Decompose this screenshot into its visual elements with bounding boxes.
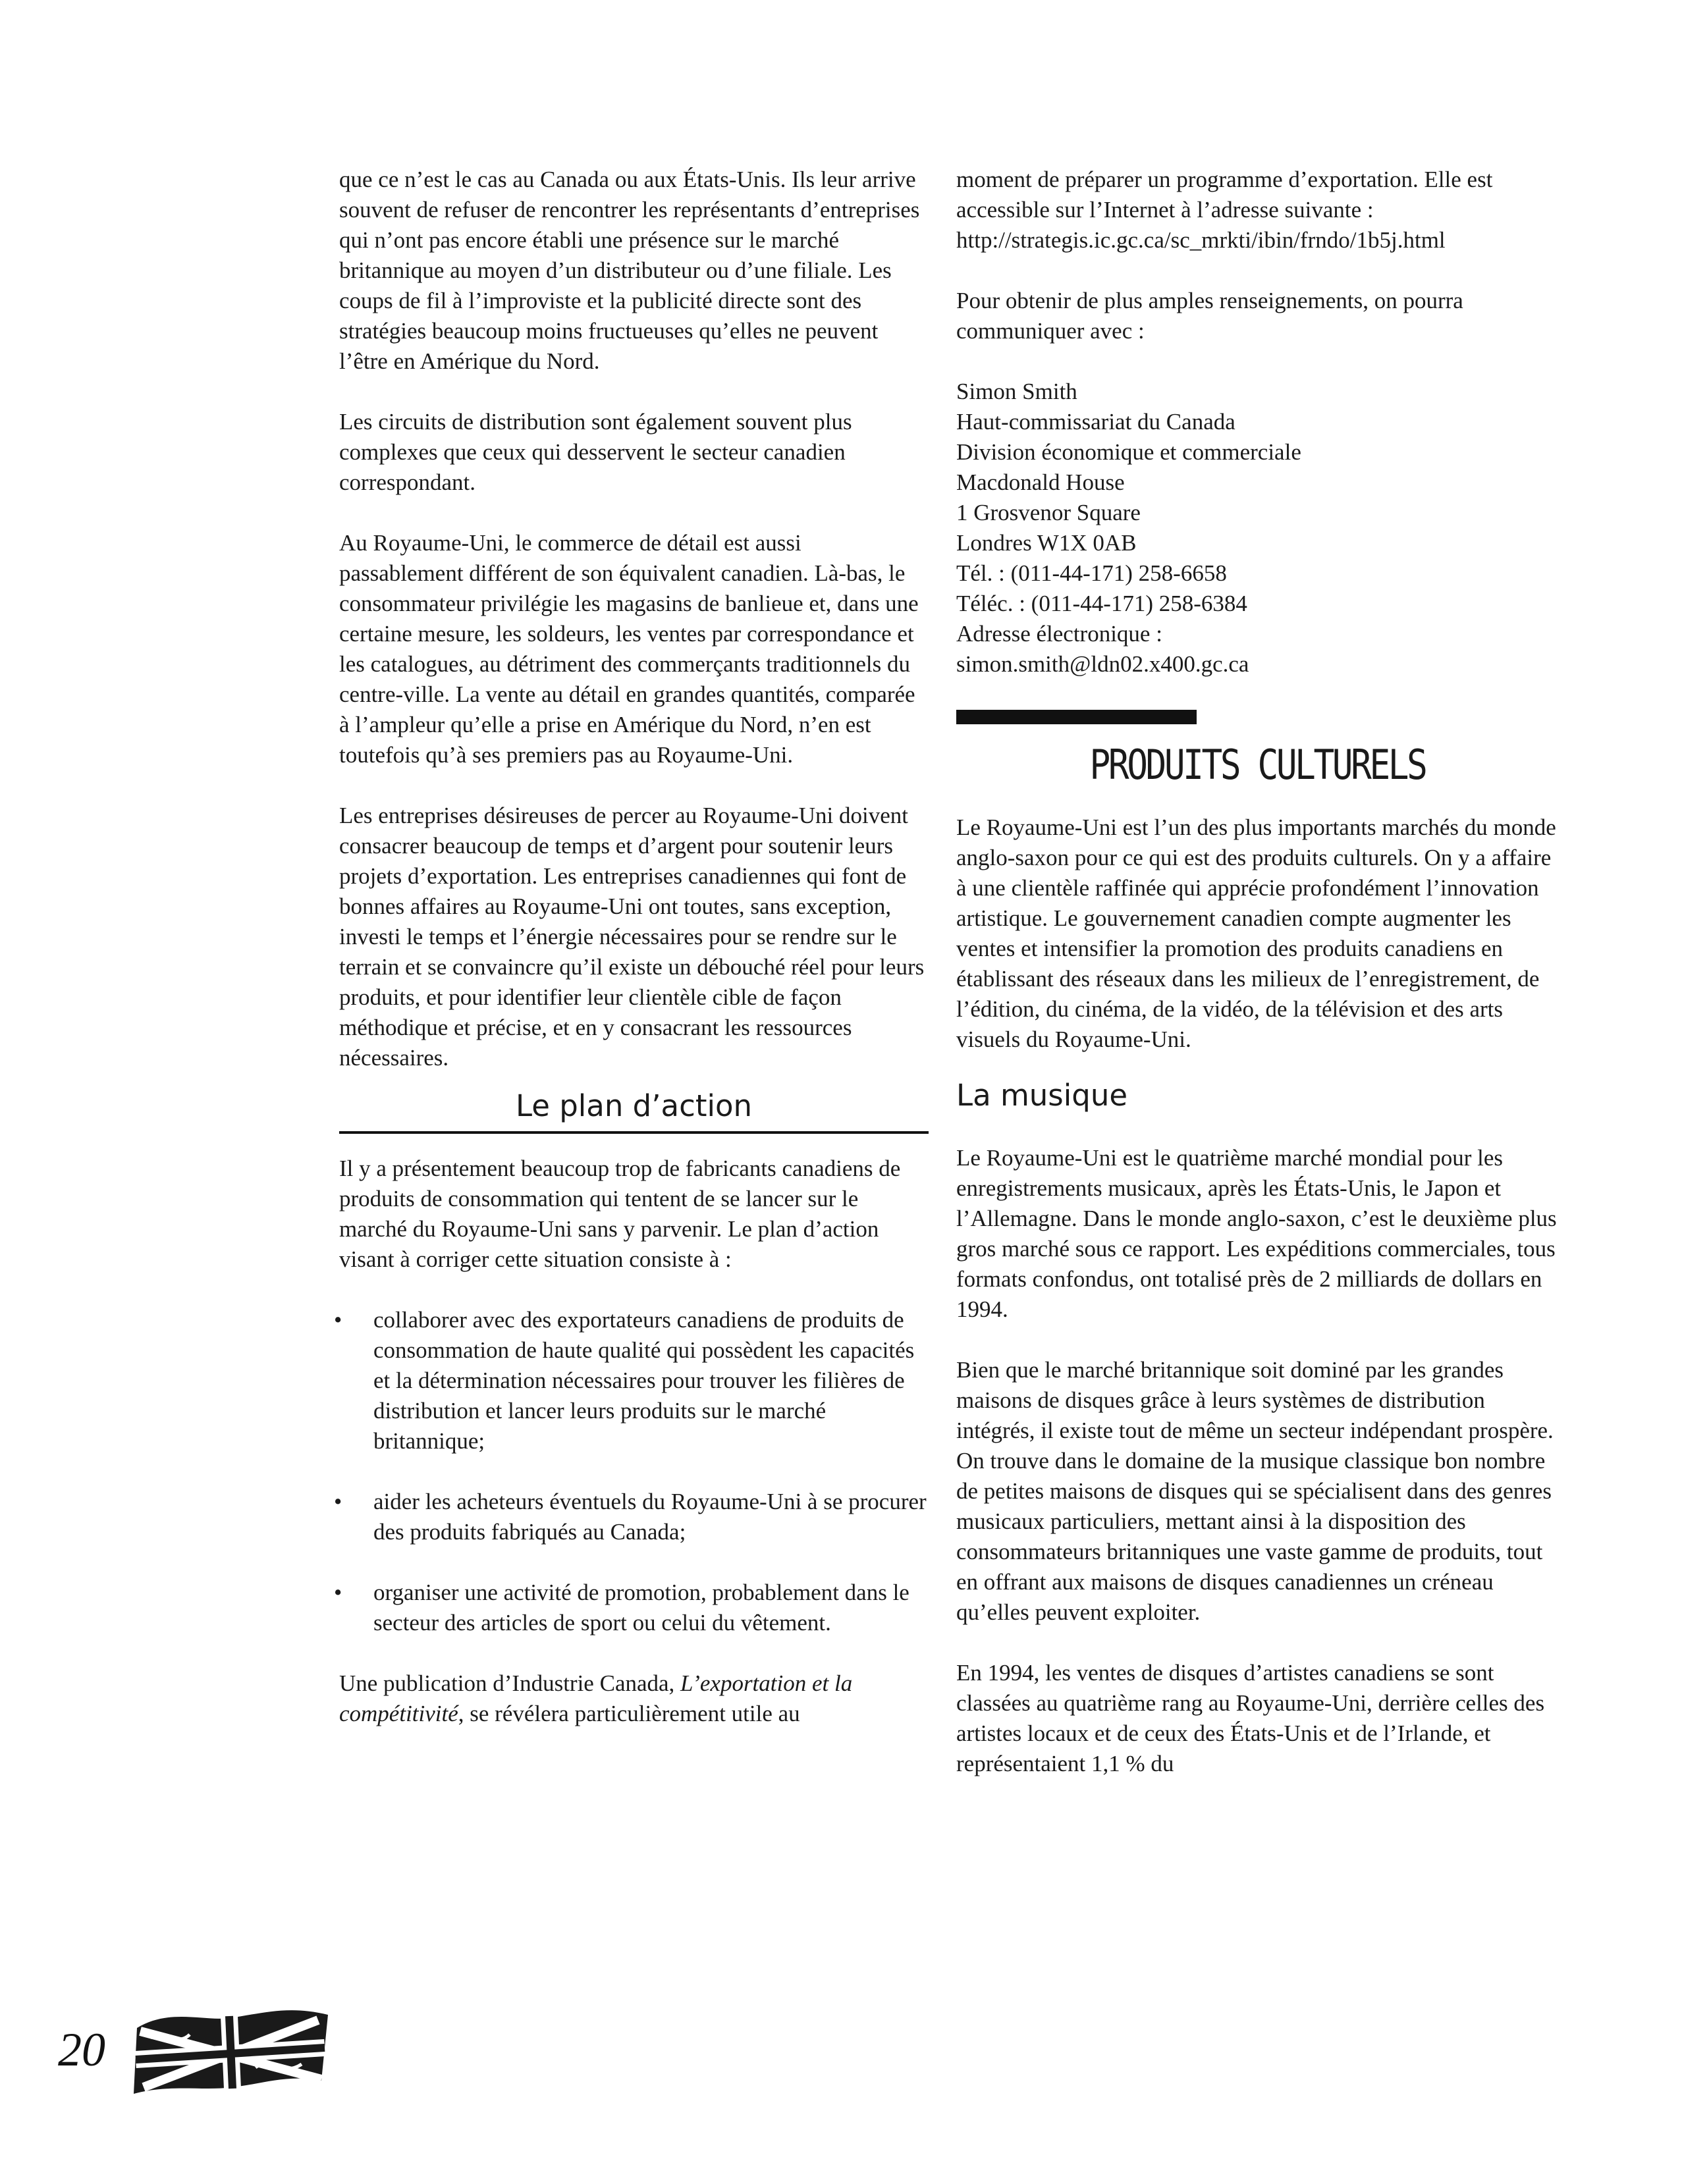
contact-email: simon.smith@ldn02.x400.gc.ca [956,651,1249,677]
section-divider-bar [956,710,1197,724]
paragraph: Il y a présentement beaucoup trop de fabricants canadiens de produits de consommation qui tentent de se lancer sur le marché du Royaume-Uni sans y parvenir. Le plan d’action visant à corriger cette situation consiste à : [339,1156,901,1272]
paragraph: moment de préparer un programme d’exportation. Elle est accessible sur l’Internet à l’adresse suivante : http://strategis.ic.gc.ca/sc_mrkti/ibin/frndo/1b5j.html [956,167,1493,253]
bullet-list [334,1305,929,1638]
paragraph: Les entreprises désireuses de percer au Royaume-Uni doivent consacrer beaucoup de temps et d’argent pour soutenir leurs projets d’exportation. Les entreprises canadiennes qui font de bonnes affaires au Royaume-Uni ont toutes, sans exception, investi le temps et l’énergie nécessaires pour se rendre sur le terrain et se convaincre qu’il existe un débouché réel pour leurs produits, et pour identifier leur clientèle cible de façon méthodique et précise, et en y consacrant les ressources nécessaires. [339,803,925,1071]
section-heading-plan-action: Le plan d’action [339,1088,929,1134]
contact-line: Londres W1X 0AB [956,530,1137,556]
contact-line: Division économique et commerciale [956,439,1301,465]
contact-line: Macdonald House [956,469,1125,495]
paragraph: Au Royaume-Uni, le commerce de détail est aussi passablement différent de son équivalent canadien. Là-bas, le consommateur privilégie les magasins de banlieue et, dans une certaine mesure, les soldeurs, les ventes par correspondance et les catalogues, au détriment des commerçants traditionnels du centre-ville. La vente au détail en grandes quantités, comparée à l’ampleur qu’elle a prise en Amérique du Nord, n’en est toutefois qu’à ses premiers pas au Royaume-Uni. [339,530,919,768]
list-item-text: aider les acheteurs éventuels du Royaume-Uni à se procurer des produits fabriqués au Canada; [373,1489,927,1545]
list-item [334,1305,929,1456]
publication-title: L’exportation et la compétitivité [339,1670,853,1726]
paragraph-publication [339,1668,929,1729]
paragraph: Pour obtenir de plus amples renseignements, on pourra communiquer avec : [956,288,1463,344]
paragraph: Le Royaume-Uni est l’un des plus importants marchés du monde anglo-saxon pour ce qui est des produits culturels. On y a affaire à une clientèle raffinée qui apprécie profondément l’innovation artistique. Le gouvernement canadien compte augmenter les ventes et intensifier la promotion des produits canadiens en établissant des réseaux dans les milieux de l’enregistrement, de l’édition, du cinéma, de la vidéo, de la télévision et des arts visuels du Royaume-Uni. [956,814,1556,1052]
union-jack-flag-icon [124,2002,341,2100]
bullet-icon: • [334,1580,342,1605]
text-run: , se révélera particulièrement utile au [458,1701,800,1726]
contact-line: Tél. : (011-44-171) 258-6658 [956,560,1227,586]
page-number: 20 [58,2023,105,2076]
list-item [334,1487,929,1547]
contact-line: Téléc. : (011-44-171) 258-6384 [956,591,1247,616]
right-column [956,165,1559,1779]
list-item [334,1578,929,1638]
paragraph: que ce n’est le cas au Canada ou aux États-Unis. Ils leur arrive souvent de refuser de rencontrer les représentants d’entreprises qui n’ont pas encore établi une présence sur le marché britannique au moyen d’un distributeur ou d’une filiale. Les coups de fil à l’improviste et la publicité directe sont des stratégies beaucoup moins fructueuses qu’elles ne peuvent l’être en Amérique du Nord. [339,167,920,374]
left-column [334,165,929,1729]
section-heading-produits-culturels: PRODUITS CULTURELS [1089,741,1426,789]
contact-line: Simon Smith [956,379,1077,404]
subsection-heading-musique: La musique [956,1078,1128,1113]
list-item-text: organiser une activité de promotion, probablement dans le secteur des articles de sport ou celui du vêtement. [373,1580,909,1636]
paragraph: Les circuits de distribution sont également souvent plus complexes que ceux qui desservent le secteur canadien correspondant. [339,409,852,495]
contact-line: 1 Grosvenor Square [956,500,1141,525]
list-item-text: collaborer avec des exportateurs canadiens de produits de consommation de haute qualité qui possèdent les capacités et la détermination nécessaires pour trouver les filières de distribution et lancer leurs produits sur le marché britannique; [373,1307,915,1454]
text-run: Une publication d’Industrie Canada, [339,1670,681,1696]
paragraph: Le Royaume-Uni est le quatrième marché mondial pour les enregistrements musicaux, après les États-Unis, le Japon et l’Allemagne. Dans le monde anglo-saxon, c’est le deuxième plus gros marché sous ce rapport. Les expéditions commerciales, tous formats confondus, ont totalisé près de 2 milliards de dollars en 1994. [956,1145,1557,1322]
bullet-icon: • [334,1307,342,1333]
contact-address [956,377,1559,679]
contact-line: Adresse électronique : [956,621,1162,647]
page-footer [58,2002,335,2100]
paragraph: En 1994, les ventes de disques d’artistes canadiens se sont classées au quatrième rang au Royaume-Uni, derrière celles des artistes locaux et de ceux des États-Unis et de l’Irlande, et représentaient 1,1 % du [956,1660,1545,1776]
bullet-icon: • [334,1489,342,1514]
paragraph: Bien que le marché britannique soit dominé par les grandes maisons de disques grâce à leurs systèmes de distribution intégrés, il existe tout de même un secteur indépendant prospère. On trouve dans le domaine de la musique classique bon nombre de petites maisons de disques qui se spécialisent dans des genres musicaux particuliers, mettant ainsi à la disposition des consommateurs britanniques une vaste gamme de produits, tout en offrant aux maisons de disques canadiennes un créneau qu’elles peuvent exploiter. [956,1357,1554,1625]
contact-line: Haut-commissariat du Canada [956,409,1235,435]
